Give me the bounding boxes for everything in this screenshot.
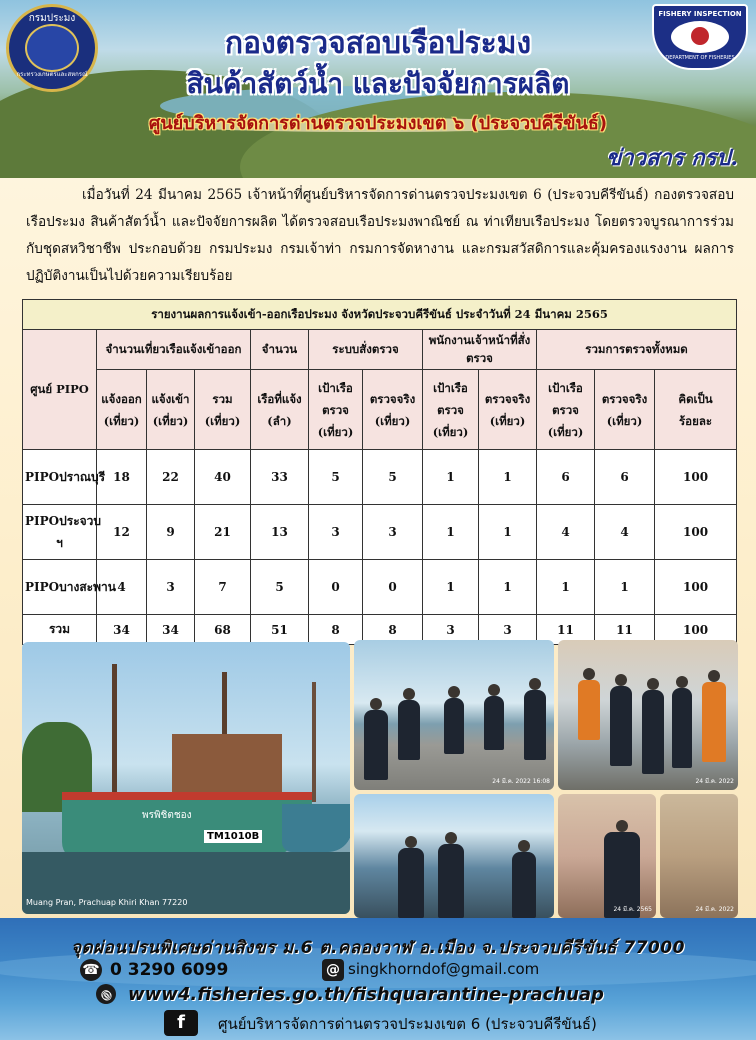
boat-name-text: พรพิชิตชอง [142, 810, 192, 821]
photo-document-check [558, 794, 656, 918]
photo-timestamp: 24 มี.ค. 2022 16:08 [492, 778, 550, 785]
col-total-actual: ตรวจจริง (เที่ยว) [595, 370, 655, 450]
cell-sum: 21 [195, 505, 251, 560]
photo-location-stamp: Muang Pran, Prachuap Khiri Khan 77220 [26, 898, 188, 907]
footer-contact-row [0, 960, 756, 982]
photo-timestamp: 24 มี.ค. 2022 [695, 778, 734, 785]
col-out: แจ้งออก (เที่ยว) [97, 370, 147, 450]
title-line-2: สินค้าสัตว์น้ำ และปัจจัยการผลิต [186, 67, 570, 100]
table-caption-row [23, 300, 737, 330]
cell-out: 4 [97, 560, 147, 615]
facebook-icon: f [164, 1010, 198, 1036]
photo-person [512, 852, 536, 918]
photo-person [610, 686, 632, 766]
photo-person-vest [702, 682, 726, 762]
col-center: ศูนย์ PIPO [23, 330, 97, 450]
table-row [23, 560, 737, 615]
photo-person [444, 698, 464, 754]
col-percent: คิดเป็น ร้อยละ [655, 370, 737, 450]
col-group-total: รวมการตรวจทั้งหมด [537, 330, 737, 370]
total-out: 34 [97, 615, 147, 645]
total-total-target: 11 [537, 615, 595, 645]
phone-icon: ☎ [80, 959, 102, 981]
cell-percent: 100 [655, 450, 737, 505]
photo-person [484, 696, 504, 750]
col-group-count: จำนวน [251, 330, 309, 370]
footer-address: จุดผ่อนปรนพิเศษด่านสิงขร ม.6 ต.คลองวาฬ อ.เมือง จ.ประจวบคีรีขันธ์ 77000 [71, 938, 685, 958]
cell-order-actual: 3 [363, 505, 423, 560]
cell-officer-target: 1 [423, 505, 479, 560]
photo-inspection-pier [354, 640, 554, 790]
photo-person [524, 690, 546, 760]
cell-percent: 100 [655, 560, 737, 615]
col-group-officer: พนักงานเจ้าหน้าที่สั่งตรวจ [423, 330, 537, 370]
cell-order-actual: 5 [363, 450, 423, 505]
photo-person [398, 848, 424, 918]
cell-total-target: 1 [537, 560, 595, 615]
photo-person [672, 688, 692, 768]
cell-boats: 13 [251, 505, 309, 560]
col-order-actual: ตรวจจริง (เที่ยว) [363, 370, 423, 450]
title-line-3: ศูนย์บริหารจัดการด่านตรวจประมงเขต ๖ (ประจวบคีรีขันธ์) [148, 113, 608, 134]
logo-left-top-text: กรมประมง [28, 13, 76, 24]
cell-total-actual: 6 [595, 450, 655, 505]
cell-order-target: 5 [309, 450, 363, 505]
cell-total-target: 4 [537, 505, 595, 560]
total-in: 34 [147, 615, 195, 645]
header-banner [0, 0, 756, 178]
footer-facebook-link[interactable]: ศูนย์บริหารจัดการด่านตรวจประมงเขต 6 (ประจวบคีรีขันธ์) [218, 1015, 597, 1033]
boat-hull-second [282, 804, 350, 852]
cell-order-actual: 0 [363, 560, 423, 615]
total-order-actual: 8 [363, 615, 423, 645]
news-paragraph: เมื่อวันที่ 24 มีนาคม 2565 เจ้าหน้าที่ศูนย์บริหารจัดการด่านตรวจประมงเขต 6 (ประจวบคีรีขันธ์) กองตรวจสอบเรือประมง สินค้าสัตว์น้ำ และปัจจัยการผลิต ได้ตรวจสอบเรือประมงพาณิชย์ ณ ท่าเทียบเรือประมง โดยตรวจบูรณาการร่วมกับชุดสหวิชาชีพ ประกอบด้วย กรมประมง กรมเจ้าท่า กรมการจัดหางาน และกรมสวัสดิการและคุ้มครองแรงงาน ผลการปฏิบัติงานเป็นไปด้วยความเรียบร้อย [26, 187, 734, 284]
total-label: รวม [23, 615, 97, 645]
table-group-header [23, 330, 737, 370]
cell-officer-actual: 1 [479, 450, 537, 505]
footer-contact [0, 918, 756, 1040]
photo-catch-sample [660, 794, 738, 918]
col-group-trips: จำนวนเที่ยวเรือแจ้งเข้าออก [97, 330, 251, 370]
total-sum: 68 [195, 615, 251, 645]
logo-right-top-text: FISHERY INSPECTION [658, 10, 742, 18]
boat-mast [112, 664, 117, 794]
col-boats: เรือที่แจ้ง (ลำ) [251, 370, 309, 450]
photo-person-vest [578, 680, 600, 740]
table-row [23, 450, 737, 505]
cell-boats: 5 [251, 560, 309, 615]
cell-officer-target: 1 [423, 560, 479, 615]
total-officer-target: 3 [423, 615, 479, 645]
cell-sum: 7 [195, 560, 251, 615]
cell-boats: 33 [251, 450, 309, 505]
col-officer-actual: ตรวจจริง (เที่ยว) [479, 370, 537, 450]
cell-order-target: 0 [309, 560, 363, 615]
photo-timestamp: 24 มี.ค. 2565 [613, 906, 652, 913]
photo-person [398, 700, 420, 760]
col-in: แจ้งเข้า (เที่ยว) [147, 370, 195, 450]
col-sum: รวม (เที่ยว) [195, 370, 251, 450]
boat-mast [312, 682, 316, 802]
cell-officer-target: 1 [423, 450, 479, 505]
cell-officer-actual: 1 [479, 505, 537, 560]
photo-person [438, 844, 464, 918]
report-table [22, 299, 737, 645]
boat-mast [222, 672, 227, 742]
title-line-1: กองตรวจสอบเรือประมง [224, 26, 532, 61]
cell-sum: 40 [195, 450, 251, 505]
boat-registration: TM1010B [204, 830, 262, 843]
cell-order-target: 3 [309, 505, 363, 560]
total-percent: 100 [655, 615, 737, 645]
footer-facebook-row [0, 1010, 756, 1034]
table-sub-header [23, 370, 737, 450]
cell-out: 18 [97, 450, 147, 505]
row-center: PIPOบางสะพาน [23, 560, 97, 615]
photo-inspection-harbor [354, 794, 554, 918]
cell-total-actual: 4 [595, 505, 655, 560]
row-center: PIPOปราณบุรี [23, 450, 97, 505]
boat-cabin [172, 734, 282, 792]
mail-icon: @ [322, 959, 344, 981]
cell-percent: 100 [655, 505, 737, 560]
footer-phone[interactable]: 0 3290 6099 [110, 960, 229, 980]
col-group-order: ระบบสั่งตรวจ [309, 330, 423, 370]
footer-website-link[interactable]: www4.fisheries.go.th/fishquarantine-prachuap [128, 984, 604, 1005]
logo-left-bottom-text: กระทรวงเกษตรและสหกรณ์ [16, 71, 88, 78]
cell-in: 22 [147, 450, 195, 505]
globe-icon: ◎ [96, 984, 116, 1004]
logo-right-bottom-text: DEPARTMENT OF FISHERIES [665, 55, 735, 61]
col-total-target: เป้าเรือ ตรวจ (เที่ยว) [537, 370, 595, 450]
photo-inspection-dock [558, 640, 738, 790]
col-officer-target: เป้าเรือ ตรวจ (เที่ยว) [423, 370, 479, 450]
total-boats: 51 [251, 615, 309, 645]
news-badge: ข่าวสาร กรป. [606, 145, 738, 171]
photo-person [642, 690, 664, 774]
total-officer-actual: 3 [479, 615, 537, 645]
table-row [23, 505, 737, 560]
total-order-target: 8 [309, 615, 363, 645]
photo-fishing-boat [22, 642, 350, 914]
cell-out: 12 [97, 505, 147, 560]
photo-person [364, 710, 388, 780]
table-caption: รายงานผลการแจ้งเข้า-ออกเรือประมง จังหวัดประจวบคีรีขันธ์ ประจำวันที่ 24 มีนาคม 2565 [23, 300, 737, 330]
cell-in: 9 [147, 505, 195, 560]
footer-email[interactable]: singkhorndof@gmail.com [348, 960, 540, 978]
photo-timestamp: 24 มี.ค. 2022 [695, 906, 734, 913]
row-center: PIPOประจวบ ฯ [23, 505, 97, 560]
col-order-target: เป้าเรือ ตรวจ (เที่ยว) [309, 370, 363, 450]
cell-in: 3 [147, 560, 195, 615]
cell-officer-actual: 1 [479, 560, 537, 615]
cell-total-target: 6 [537, 450, 595, 505]
cell-total-actual: 1 [595, 560, 655, 615]
total-total-actual: 11 [595, 615, 655, 645]
